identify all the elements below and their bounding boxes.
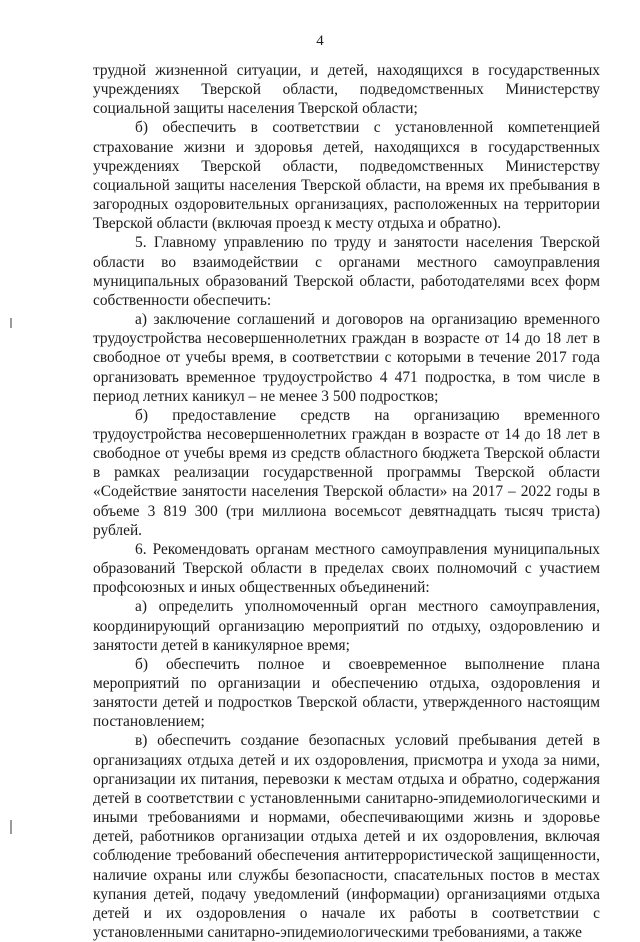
paragraph-item-5b: б) предоставление средств на организацию временного трудоустройства несовершеннолетних граждан в возрасте от 14 до 18 лет в свободное от учебы время из средств областного бюджета Тверской области в рамках реализации государственной программы Тверской области «Содействие занятости населения Тверской области» на 2017 – 2022 годы в объеме 3 819 300 (три миллиона восемьсот девятнадцать тысяч триста) рублей.	[93, 406, 600, 539]
paragraph-item-6v: в) обеспечить создание безопасных условий пребывания детей в организациях отдыха детей и их оздоровления, присмотра и ухода за ними, организации их питания, перевозки к местам отдыха и обратно, содержания детей в соответствии с установленными санитарно-эпидемиологическими и иными требованиями и нормами, обеспечивающими жизнь и здоровье детей, работников организации отдыха детей и их оздоровления, включая соблюдение требований обеспечения антитеррористической защищенности, наличие охраны или службы безопасности, спасательных постов в местах купания детей, подачу уведомлений (информации) организациями отдыха детей и их оздоровления о начале их работы в соответствии с установленными санитарно-эпидемиологическими требованиями, а также	[93, 732, 600, 942]
paragraph-section-6: 6. Рекомендовать органам местного самоуправления муниципальных образований Тверской области в пределах своих полномочий с участием профсоюзных и иных общественных объединений:	[93, 540, 600, 597]
scan-edge-mark-top	[10, 318, 12, 328]
paragraph-item-6a: а) определить уполномоченный орган местного самоуправления, координирующий организацию мероприятий по отдыху, оздоровлению и занятости детей в каникулярное время;	[93, 598, 600, 654]
paragraph-continuation: трудной жизненной ситуации, и детей, находящихся в государственных учреждениях Тверской области, подведомственных Министерству социальной защиты населения Тверской области;	[93, 62, 600, 118]
page-number: 4	[316, 33, 324, 49]
paragraph-item-5a: а) заключение соглашений и договоров на организацию временного трудоустройства несовершеннолетних граждан в возрасте от 14 до 18 лет в свободное от учебы время, в соответствии с которыми в течение 2017 года организовать временное трудоустройство 4 471 подростка, в том числе в период летних каникул – не менее 3 500 подростков;	[93, 311, 600, 405]
paragraph-item-6b: б) обеспечить полное и своевременное выполнение плана мероприятий по организации и обеспечению отдыха, оздоровления и занятости детей и подростков Тверской области, утвержденного настоящим постановлением;	[93, 655, 600, 731]
paragraph-item-4b: б) обеспечить в соответствии с установленной компетенцией страхование жизни и здоровья детей, находящихся в государственных учреждениях Тверской области, подведомственных Министерству социальной защиты населения Тверской области, на время их пребывания в загородных оздоровительных организациях, расположенных на территории Тверской области (включая проезд к месту отдыха и обратно).	[93, 119, 600, 233]
document-body	[93, 61, 600, 942]
paragraph-section-5: 5. Главному управлению по труду и занятости населения Тверской области во взаимодействии с органами местного самоуправления муниципальных образований Тверской области, работодателями всех форм собственности обеспечить:	[93, 234, 600, 309]
scan-edge-mark-bottom	[10, 820, 12, 834]
